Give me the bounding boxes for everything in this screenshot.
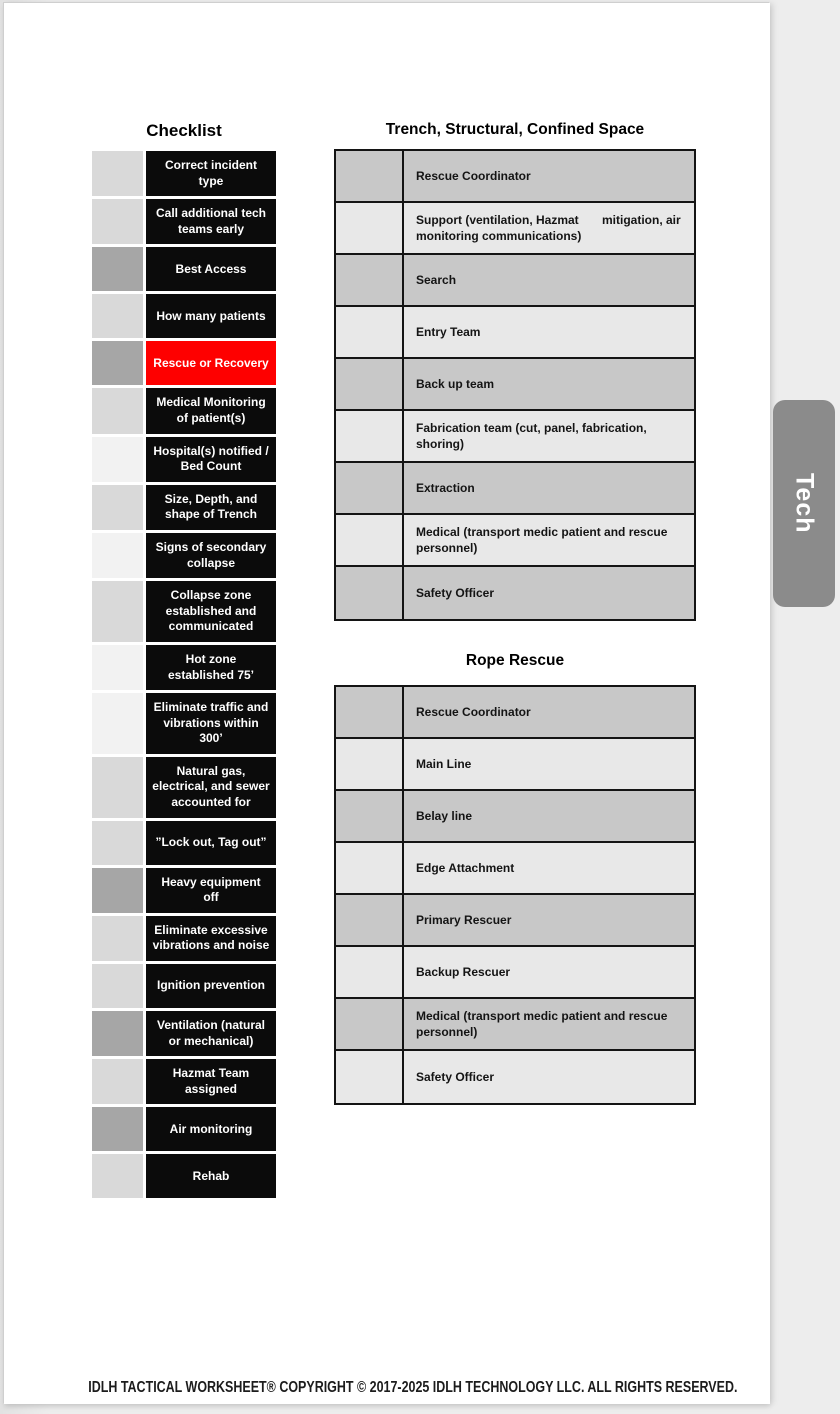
roster-checkbox[interactable]	[336, 791, 404, 841]
checklist-checkbox[interactable]	[92, 693, 143, 754]
roster-row-label: Fabrication team (cut, panel, fabrication, shoring)	[416, 420, 647, 451]
checklist-row[interactable]	[92, 581, 276, 642]
roster-row-label: Medical (transport medic patient and rescue personnel)	[416, 1008, 668, 1039]
roster-table-trench	[334, 149, 696, 621]
checklist-checkbox[interactable]	[92, 1011, 143, 1056]
roster-row-label: Back up team	[416, 376, 495, 391]
checklist-checkbox[interactable]	[92, 388, 143, 433]
roster-row[interactable]	[336, 359, 694, 411]
roster-row-label: Belay line	[416, 808, 473, 823]
checklist-checkbox[interactable]	[92, 645, 143, 690]
roster-row-label: Safety Officer	[416, 1069, 495, 1084]
checklist-row[interactable]	[92, 341, 276, 385]
roster-row[interactable]	[336, 411, 694, 463]
checklist-checkbox[interactable]	[92, 199, 143, 244]
roster-row-label: Extraction	[416, 480, 475, 495]
checklist-checkbox[interactable]	[92, 1154, 143, 1198]
checklist-item-label[interactable]: How many patients	[146, 294, 276, 338]
roster-checkbox[interactable]	[336, 203, 404, 253]
checklist-row[interactable]	[92, 1011, 276, 1056]
checklist-row[interactable]	[92, 868, 276, 913]
roster-row-label: Search	[416, 272, 457, 287]
roster-row-label: Medical (transport medic patient and rescue personnel)	[416, 524, 668, 555]
tech-side-tab[interactable]: Tech	[773, 400, 835, 607]
checklist-checkbox[interactable]	[92, 1107, 143, 1151]
checklist-item-label[interactable]: Size, Depth, and shape of Trench	[146, 485, 276, 530]
checklist-item-label[interactable]: Hot zone established 75’	[146, 645, 276, 690]
checklist-row[interactable]	[92, 1059, 276, 1104]
roster-row[interactable]	[336, 843, 694, 895]
roster-checkbox[interactable]	[336, 895, 404, 945]
checklist-checkbox[interactable]	[92, 964, 143, 1008]
roster-row-label: Backup Rescuer	[416, 964, 511, 979]
checklist-rows	[92, 151, 276, 1198]
roster-checkbox[interactable]	[336, 151, 404, 201]
roster-checkbox[interactable]	[336, 843, 404, 893]
checklist-row[interactable]	[92, 247, 276, 291]
checklist-checkbox[interactable]	[92, 1059, 143, 1104]
roster-title-rope: Rope Rescue	[465, 652, 565, 669]
checklist-row[interactable]	[92, 485, 276, 530]
roster-row[interactable]	[336, 1051, 694, 1103]
checklist-row[interactable]	[92, 916, 276, 961]
checklist-checkbox[interactable]	[92, 437, 143, 482]
checklist-checkbox[interactable]	[92, 294, 143, 338]
checklist-row[interactable]	[92, 645, 276, 690]
checklist-checkbox[interactable]	[92, 821, 143, 865]
checklist-item-label[interactable]: Call additional tech teams early	[146, 199, 276, 244]
roster-row[interactable]	[336, 515, 694, 567]
roster-title-trench: Trench, Structural, Confined Space	[385, 121, 645, 138]
roster-checkbox[interactable]	[336, 947, 404, 997]
checklist-checkbox[interactable]	[92, 581, 143, 642]
checklist-row[interactable]	[92, 533, 276, 578]
checklist-row[interactable]	[92, 199, 276, 244]
roster-checkbox[interactable]	[336, 567, 404, 619]
roster-row-label: Edge Attachment	[416, 860, 515, 875]
checklist-row[interactable]	[92, 964, 276, 1008]
roster-row[interactable]	[336, 687, 694, 739]
checklist-item-label[interactable]: Collapse zone established and communicated	[146, 581, 276, 642]
checklist-item-label[interactable]: Eliminate traffic and vibrations within 300’	[146, 693, 276, 754]
roster-row[interactable]	[336, 791, 694, 843]
roster-checkbox[interactable]	[336, 255, 404, 305]
checklist-item-label[interactable]: Air monitoring	[146, 1107, 276, 1151]
checklist-row[interactable]	[92, 757, 276, 818]
roster-row[interactable]	[336, 999, 694, 1051]
checklist-row[interactable]	[92, 693, 276, 754]
checklist-item-label[interactable]: Hazmat Team assigned	[146, 1059, 276, 1104]
checklist-item-label[interactable]: Heavy equipment off	[146, 868, 276, 913]
checklist-item-label[interactable]: Hospital(s) notified / Bed Count	[146, 437, 276, 482]
checklist-row[interactable]	[92, 388, 276, 433]
roster-checkbox[interactable]	[336, 999, 404, 1049]
checklist-section	[92, 121, 276, 1201]
checklist-item-label[interactable]: Ignition prevention	[146, 964, 276, 1008]
checklist-checkbox[interactable]	[92, 757, 143, 818]
checklist-row[interactable]	[92, 1154, 276, 1198]
roster-row-label: Main Line	[416, 756, 472, 771]
roster-row-label: Support (ventilation, Hazmat mitigation, air monitoring communications)	[416, 212, 681, 243]
checklist-item-label[interactable]: ”Lock out, Tag out”	[146, 821, 276, 865]
checklist-item-label[interactable]: Natural gas, electrical, and sewer accounted for	[146, 757, 276, 818]
checklist-checkbox[interactable]	[92, 533, 143, 578]
checklist-item-label[interactable]: Correct incident type	[146, 151, 276, 196]
worksheet-page	[4, 3, 770, 1404]
roster-checkbox[interactable]	[336, 411, 404, 461]
roster-checkbox[interactable]	[336, 307, 404, 357]
checklist-checkbox[interactable]	[92, 247, 143, 291]
roster-row[interactable]	[336, 947, 694, 999]
checklist-row[interactable]	[92, 151, 276, 196]
roster-row-label: Primary Rescuer	[416, 912, 512, 927]
roster-row[interactable]	[336, 567, 694, 619]
roster-row[interactable]	[336, 203, 694, 255]
checklist-checkbox[interactable]	[92, 341, 143, 385]
roster-checkbox[interactable]	[336, 687, 404, 737]
roster-table-rope	[334, 685, 696, 1105]
checklist-checkbox[interactable]	[92, 868, 143, 913]
roster-row[interactable]	[336, 895, 694, 947]
roster-row[interactable]	[336, 255, 694, 307]
checklist-item-label[interactable]: Best Access	[146, 247, 276, 291]
roster-row[interactable]	[336, 739, 694, 791]
roster-checkbox[interactable]	[336, 463, 404, 513]
roster-row[interactable]	[336, 307, 694, 359]
checklist-item-label[interactable]: Medical Monitoring of patient(s)	[146, 388, 276, 433]
checklist-item-label[interactable]: Ventilation (natural or mechanical)	[146, 1011, 276, 1056]
checklist-row[interactable]	[92, 821, 276, 865]
checklist-checkbox[interactable]	[92, 485, 143, 530]
checklist-item-label[interactable]: Rescue or Recovery	[146, 341, 276, 385]
checklist-title: Checklist	[146, 121, 222, 140]
checklist-row[interactable]	[92, 294, 276, 338]
checklist-row[interactable]	[92, 437, 276, 482]
checklist-item-label[interactable]: Rehab	[146, 1154, 276, 1198]
roster-section	[334, 121, 696, 1105]
checklist-item-label[interactable]: Signs of secondary collapse	[146, 533, 276, 578]
roster-row-label: Safety Officer	[416, 585, 495, 600]
roster-checkbox[interactable]	[336, 515, 404, 565]
roster-row-label: Rescue Coordinator	[416, 704, 531, 719]
checklist-item-label[interactable]: Eliminate excessive vibrations and noise	[146, 916, 276, 961]
checklist-checkbox[interactable]	[92, 151, 143, 196]
checklist-row[interactable]	[92, 1107, 276, 1151]
roster-checkbox[interactable]	[336, 359, 404, 409]
roster-row[interactable]	[336, 151, 694, 203]
roster-row-label: Rescue Coordinator	[416, 168, 531, 183]
roster-row-label: Entry Team	[416, 324, 481, 339]
roster-checkbox[interactable]	[336, 739, 404, 789]
roster-checkbox[interactable]	[336, 1051, 404, 1103]
copyright-text: IDLH TACTICAL WORKSHEET® COPYRIGHT © 2017-2025 IDLH TECHNOLOGY LLC. ALL RIGHTS RESERVED.	[88, 1379, 738, 1396]
checklist-checkbox[interactable]	[92, 916, 143, 961]
roster-row[interactable]	[336, 463, 694, 515]
